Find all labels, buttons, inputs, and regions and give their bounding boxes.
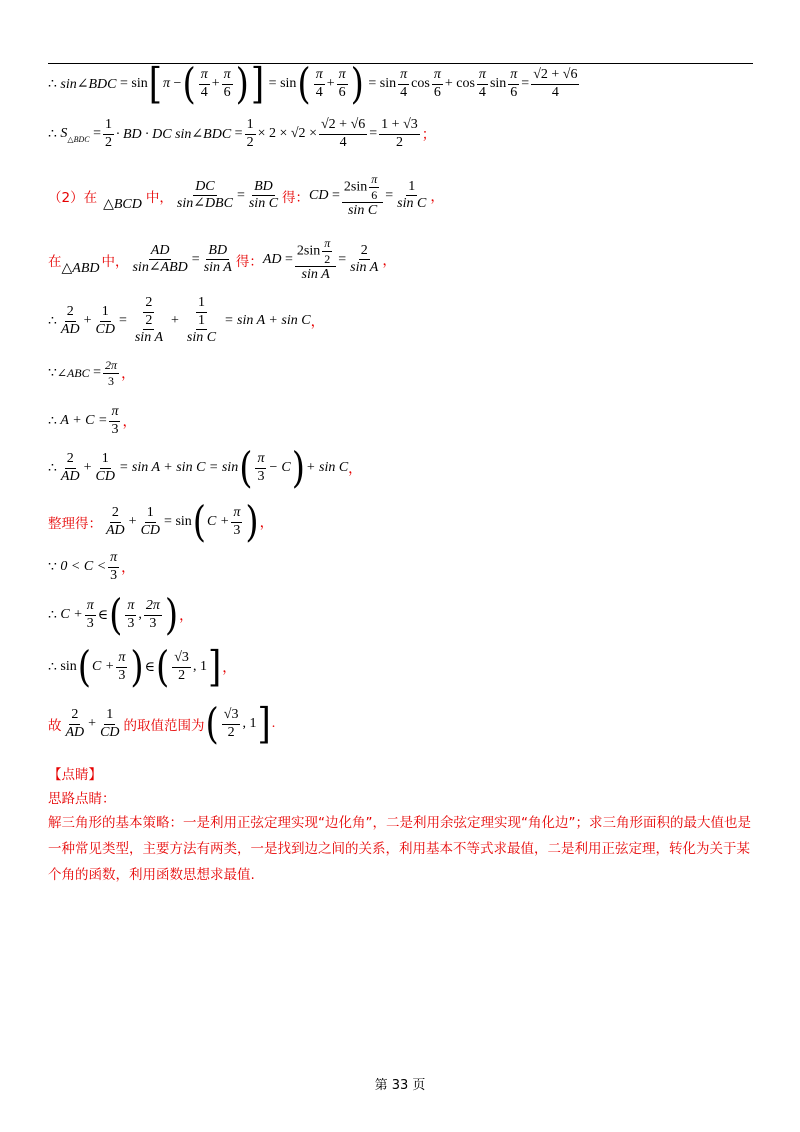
notes-subtitle: 思路点睛： (48, 791, 116, 807)
equation-c-range: ∵ 0 < C < $\frac{\pi}{3}$ ， (48, 550, 136, 583)
notes-body: 解三角形的基本策略：一是利用正弦定理实现“边化角”，二是利用余弦定理实现“角化边”；求三角形面积的最大值也是一种常见类型，主要方法有两类，一是找到边之间的关系，利用基本不等式求最值，二是利用正弦定理，转化为关于某个角的函数，利用函数思想求最值. (48, 815, 751, 883)
equation-part2-bcd: （2）在 △BCD 中， $\frac{DC}{\text{sin∠DBC}}$ = $\frac{BD}{\text{sin C}}$ 得： CD = 2sin $\frac{\pi}{6}$ sin C = $\frac{1}{\text{sin C}}$ ， (48, 172, 445, 219)
equation-angle-interval: ∴ C + $\frac{\pi}{3}$ ∈ ( $\frac{\pi}{3}$ , $\frac{2\pi}{3}$ ) ， (48, 590, 194, 640)
equation-sum: ∴ $\frac{2}{AD}$ + $\frac{1}{CD}$ = $\frac{2}{\frac{2}{\text{sin A}}}$ + $\frac{1}{\frac{1}{\text{sin C}}}$ = sin A + sin C ， (48, 295, 325, 346)
equation-angle-abc: ∵ ∠ABC = $\frac{2\pi}{3}$ ， (48, 358, 136, 388)
conclusion: 故 $\frac{2}{AD}$ + $\frac{1}{CD}$ 的取值范围为 ( $\frac{√3}{2}$ , 1 ] . (48, 699, 276, 749)
equation-abd: 在 △ABD 中， $\frac{AD}{\text{sin∠ABD}}$ = $\frac{BD}{\text{sin A}}$ 得： AD = 2sin $\frac{\pi}{2}$ sin A = $\frac{2}{\text{sin A}}$ ， (48, 236, 397, 283)
equation-sin-interval: ∴ sin ( C + $\frac{\pi}{3}$ ) ∈ ( $\frac{√3}{2}$ , 1 ] ， (48, 642, 237, 692)
page-number: 第 33 页 (374, 1078, 426, 1093)
equation-sin-bdc: ∴ sin∠BDC = sin [ π − ( $\frac{\pi}{4}$ + $\frac{\pi}{6}$ ) ] = sin ( $\frac{\pi}{4}$ + $\frac{\pi}{6}$ ) = sin $\frac{\pi}{4}$ cos $\frac{\pi}{6}$ + cos $\frac{\pi}{4}$ sin $\frac{\pi}{6}$ = $\frac{√2 + √6}{4}$ (48, 59, 578, 109)
notes-title: 【点睛】 (48, 767, 102, 783)
equation-expand: ∴ $\frac{2}{AD}$ + $\frac{1}{CD}$ = sin A + sin C = sin ( $\frac{\pi}{3}$ − C ) + sin C ， (48, 443, 363, 493)
equation-simplified: 整理得： $\frac{2}{AD}$ + $\frac{1}{CD}$ = sin ( C + $\frac{\pi}{3}$ ) ， (48, 497, 274, 547)
equation-a-plus-c: ∴ A + C = $\frac{\pi}{3}$ ， (48, 404, 137, 437)
equation-area: ∴ S △BDC = $\frac{1}{2}$ · BD · DC sin∠BDC = $\frac{1}{2}$ × 2 × √2 × $\frac{√2 + √6}{4}$ = $\frac{1 + √3}{2}$ ； (48, 117, 436, 150)
